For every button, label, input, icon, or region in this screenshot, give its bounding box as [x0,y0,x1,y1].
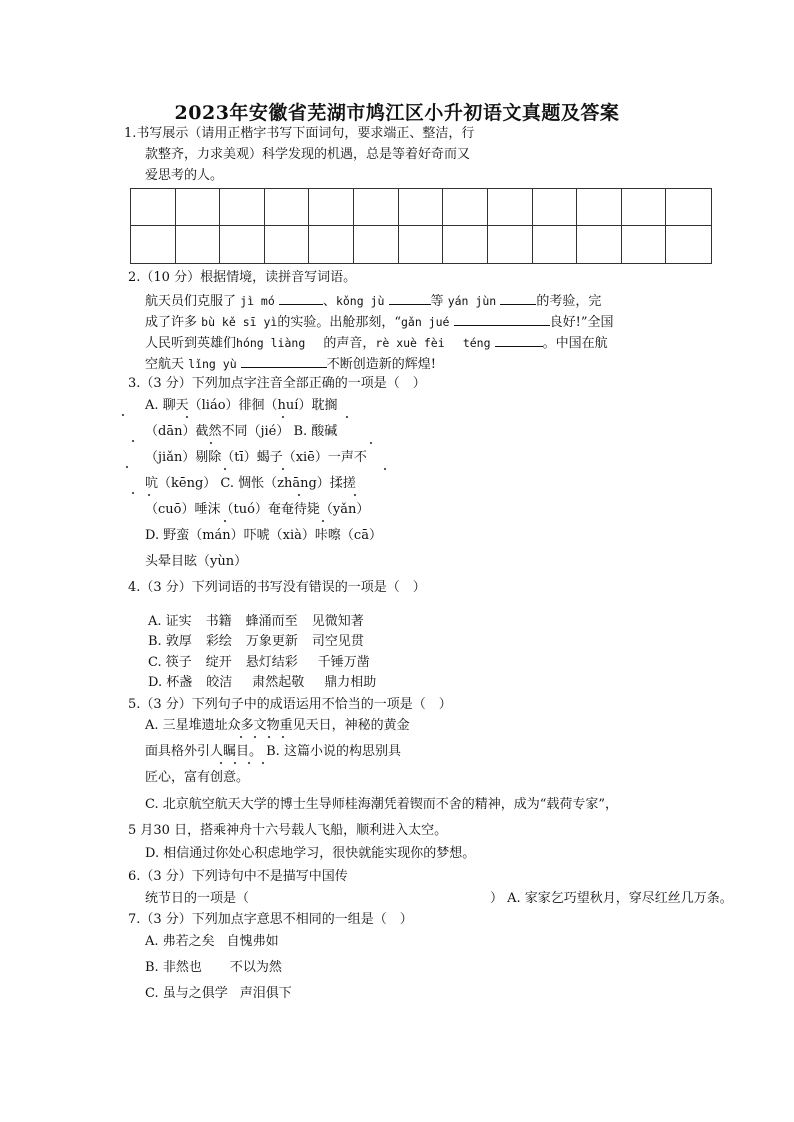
q3-option-d-1: D. 野蛮（mán）吓唬（xià）咔嚓（cā） [145,528,382,543]
answer-blank[interactable] [495,334,543,347]
emphasis-dot [132,492,134,494]
q5-option-a-1: A. 三星堆遗址众多文物重见天日，神秘的黄金 [145,718,410,733]
emphasis-dot [282,416,284,418]
page-title: 2023年安徽省芜湖市鸠江区小升初语文真题及答案 [174,102,620,124]
answer-blank[interactable] [241,355,327,368]
emphasis-dot [224,468,226,470]
emphasis-dot [126,466,128,468]
emphasis-dot [186,416,188,418]
q6-stem-2: 统节日的一项是（ [145,891,250,906]
q5-option-c-1: C. 北京航空航天大学的博士生导师桂海潮凭着锲而不舍的精神，成为“载荷专家”， [145,797,619,812]
q6-stem-1: 6.（3 分）下列诗句中不是描写中国传 [128,869,348,884]
q4-option-b: B. 敦厚 彩绘 万象更新 司空见贯 [148,634,364,649]
writing-grid[interactable] [130,188,712,264]
q2-stem: 2.（10 分）根据情境，读拼音写词语。 [128,270,357,285]
q4-option-a: A. 证实 书籍 蜂涌而至 见微知著 [148,614,364,629]
q3-option-d-2: 头晕目眩（yùn） [145,554,248,569]
answer-blank[interactable] [454,313,550,326]
emphasis-dot [282,736,284,738]
q3-option-a-1: A. 聊天（liáo）徘徊（huí）耽搁 [145,398,338,413]
q2-line-3: 人民听到英雄们hóng liàng 的声音，rè xuè fèi téng 。中国在航 [145,336,608,351]
q6-option-a: ） A. 家家乞巧望秋月，穿尽红丝几万条。 [490,891,733,906]
emphasis-dot [370,442,372,444]
emphasis-dot [384,468,386,470]
q3-stem: 3.（3 分）下列加点字注音全部正确的一项是（ ） [128,376,426,391]
emphasis-dot [254,736,256,738]
q5-option-b-2: 匠心，富有创意。 [145,770,250,785]
q7-stem: 7.（3 分）下列加点字意思不相同的一组是（ ） [128,912,413,927]
q3-option-b-1: （jiǎn）剔除（tī）蝎子（xiē）一声不 [145,450,367,465]
emphasis-dot [148,494,150,496]
answer-blank[interactable] [500,292,536,305]
emphasis-dot [322,520,324,522]
emphasis-dot [224,520,226,522]
answer-blank[interactable] [279,292,323,305]
emphasis-dot [240,736,242,738]
q5-stem: 5.（3 分）下列句子中的成语运用不恰当的一项是（ ） [128,697,452,712]
q4-option-d: D. 杯盏 皎洁 肃然起敬 鼎力相助 [148,675,377,690]
q3-option-b-2: 吭（kēng） C. 惆怅（zhāng）揉搓 [145,476,356,491]
q2-line-4: 空航天 lǐng yù 不断创造新的辉煌! [145,357,436,372]
q2-line-2: 成了许多 bù kě sī yì的实验。出舱那刻，“gǎn jué 良好!”全国 [145,315,614,330]
emphasis-dot [262,762,264,764]
emphasis-dot [268,736,270,738]
emphasis-dot [210,442,212,444]
q7-option-c: C. 虽与之俱学 声泪俱下 [145,986,292,1001]
q4-stem: 4.（3 分）下列词语的书写没有错误的一项是（ ） [128,580,426,595]
q4-option-c: C. 筷子 绽开 悬灯结彩 千锤万凿 [148,655,370,670]
q5-option-c-2: 5 月30 日，搭乘神舟十六号载人飞船，顺利进入太空。 [128,823,448,838]
q7-option-b: B. 非然也 不以为然 [145,960,282,975]
emphasis-dot [234,762,236,764]
q5-option-d-1: D. 相信通过你处心积虑地学习，很快就能实现你的梦想。 [145,846,476,861]
emphasis-dot [346,416,348,418]
answer-blank[interactable] [389,292,431,305]
q7-option-a: A. 弗若之矣 自愧弗如 [145,934,279,949]
q2-line-1: 航天员们克服了 jì mó 、kǒng jù 等 yán jùn 的考验，完 [145,294,602,309]
emphasis-dot [354,494,356,496]
emphasis-dot [132,440,134,442]
q1-line-2: 款整齐，力求美观）科学发现的机遇，总是等着好奇而又 [145,147,471,162]
emphasis-dot [298,494,300,496]
emphasis-dot [282,468,284,470]
q3-option-a-2: （dān）截然不同（jié） B. 酸碱 [145,424,338,439]
emphasis-dot [122,414,124,416]
emphasis-dot [248,762,250,764]
q1-line-3: 爱思考的人。 [145,168,224,183]
q1-line-1: 1.书写展示（请用正楷字书写下面词句，要求端正、整洁，行 [124,126,475,141]
q3-option-c-1: （cuō）唾沫（tuó）奄奄待毙（yǎn） [145,502,370,517]
emphasis-dot [220,762,222,764]
q5-option-a-2: 面具格外引人瞩目。 B. 这篇小说的构思别具 [145,744,401,759]
